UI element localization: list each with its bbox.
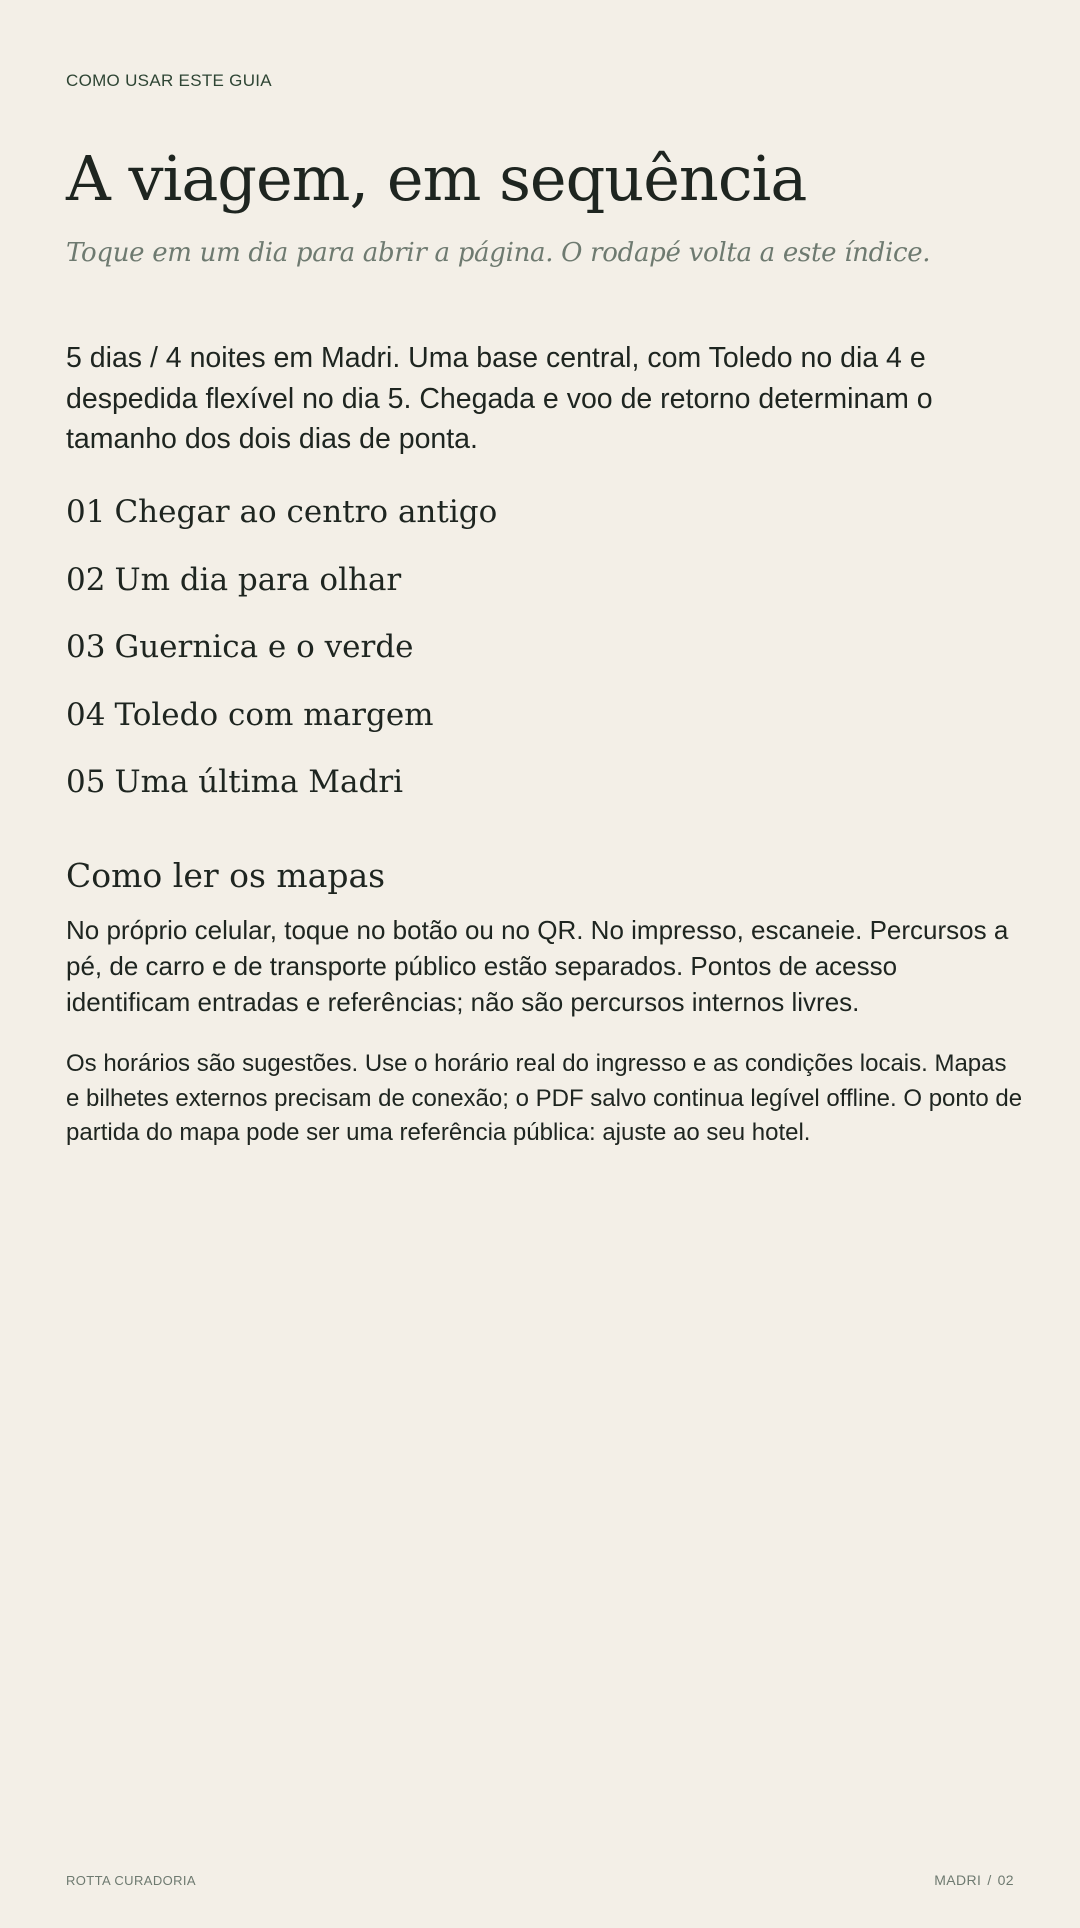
page-title: A viagem, em sequência [66,142,807,215]
day-link-03[interactable] [66,625,497,693]
day-label: Um dia para olhar [114,561,402,598]
footer-brand: ROTTA CURADORIA [66,1873,196,1888]
maps-notes: Os horários são sugestões. Use o horário real do ingresso e as condições locais. Mapas e bilhetes externos precisam de conexão; o PDF salvo continua legível offline. O ponto de partida do mapa pode ser uma referência pública: ajuste ao seu hotel. [66,1050,1023,1146]
day-index-list [66,490,497,828]
maps-heading: Como ler os mapas [66,856,386,895]
section-eyebrow: COMO USAR ESTE GUIA [66,71,272,90]
guide-page [66,0,1023,1928]
day-label: Toledo com margem [114,696,434,733]
maps-instructions: No próprio celular, toque no botão ou no QR. No impresso, escaneie. Percursos a pé, de carro e de transporte público estão separados. Pontos de acesso identificam entradas e referências; não são percursos internos livres. [66,915,1009,1017]
footer-page-number: 02 [997,1872,1014,1888]
trip-summary: 5 dias / 4 noites em Madri. Uma base central, com Toledo no dia 4 e despedida flexível no dia 5. Chegada e voo de retorno determinam o tamanho dos dois dias de ponta. [66,342,933,455]
day-label: Guernica e o verde [114,629,414,665]
day-number: 01 [66,494,106,530]
day-label: Chegar ao centro antigo [114,494,498,530]
footer-index-link[interactable] [934,1872,1014,1888]
day-number: 05 [66,764,106,800]
day-link-05[interactable] [66,760,497,828]
footer-separator: / [987,1872,992,1888]
day-number: 02 [66,561,106,598]
footer-city: MADRI [934,1872,982,1888]
day-label: Uma última Madri [114,764,404,800]
day-link-02[interactable] [66,558,497,626]
day-number: 04 [66,696,106,733]
day-link-04[interactable] [66,693,497,761]
page-subtitle: Toque em um dia para abrir a página. O rodapé volta a este índice. [66,238,931,268]
day-number: 03 [66,629,106,665]
day-link-01[interactable] [66,490,497,558]
